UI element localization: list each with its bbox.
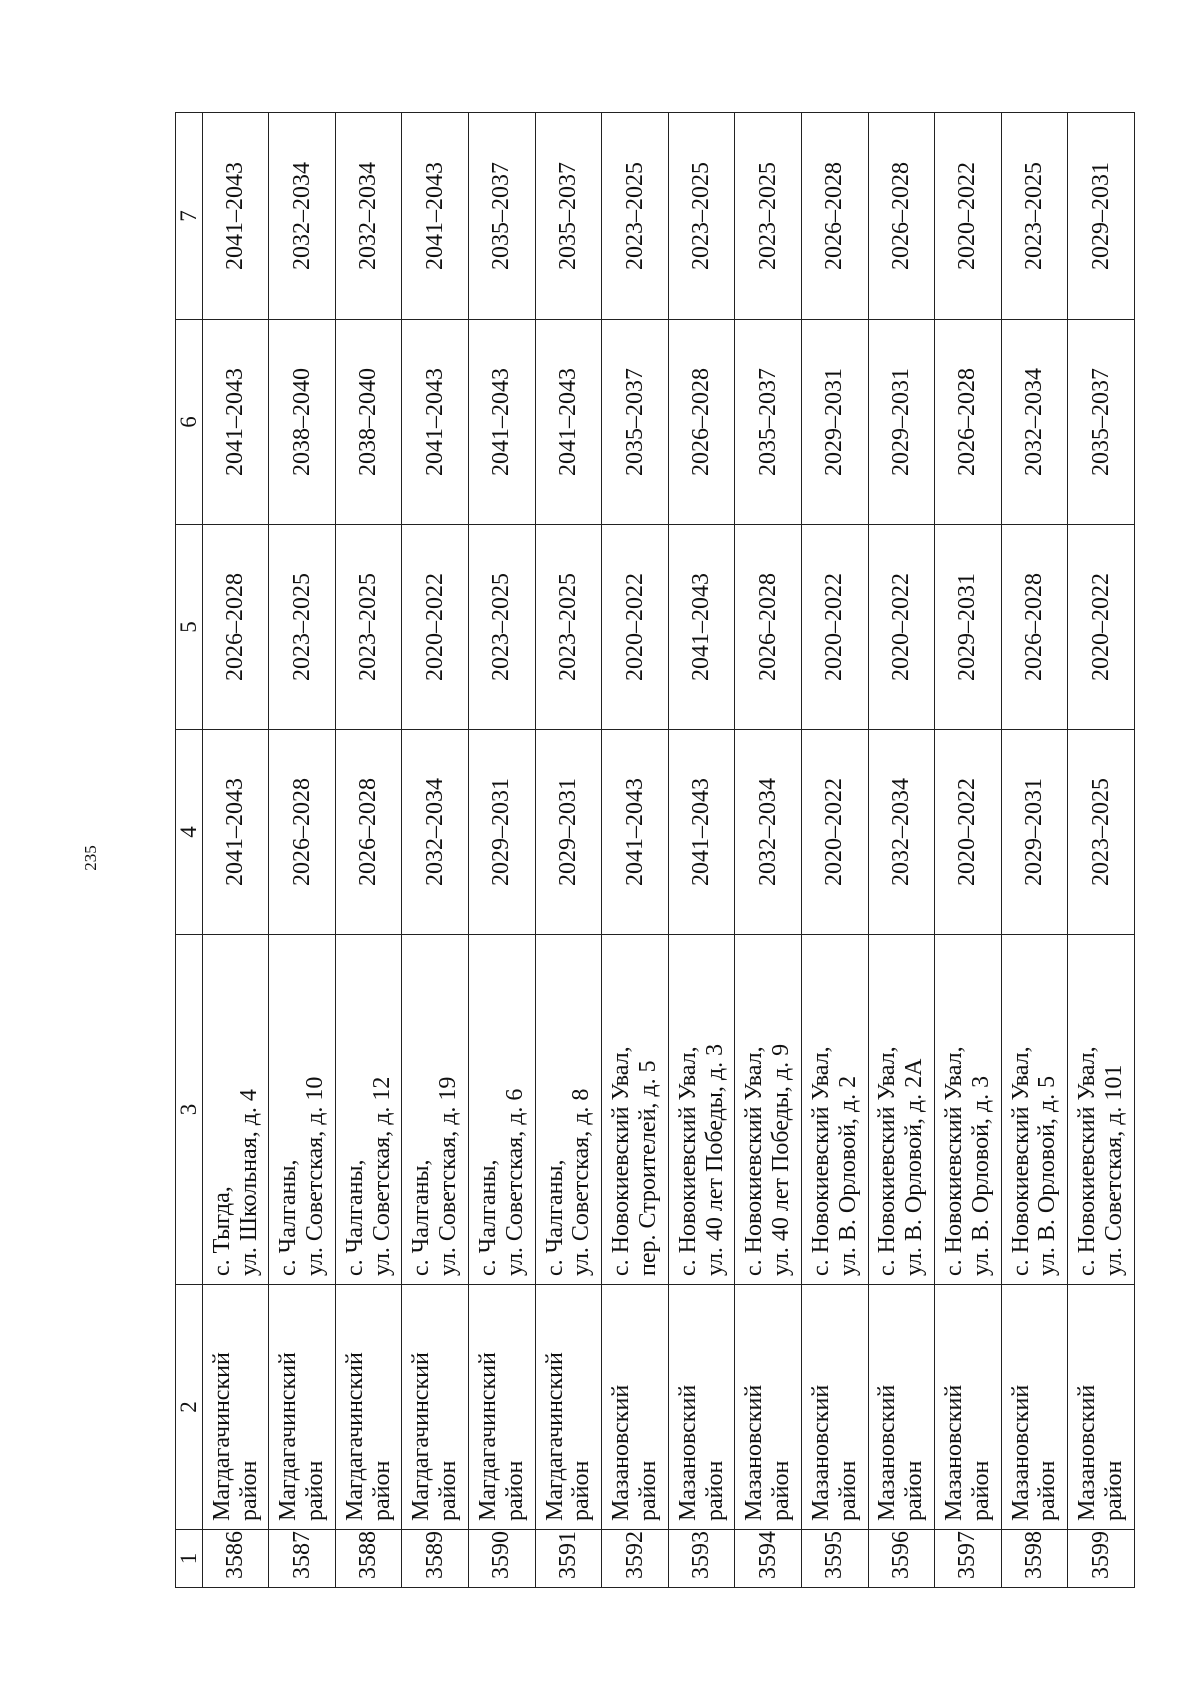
district-cell [1001,1285,1068,1530]
address-line: ул. В. Орловой, д. 2А [901,1058,928,1276]
district-line: район [568,1460,595,1521]
district-cell [335,1285,402,1530]
row-number: 3587 [269,1530,336,1588]
address-cell [801,935,868,1285]
district-line: Магдагачинский [408,1352,435,1521]
address-line: с. Тыгда, [208,1186,235,1276]
table-row [668,113,735,1588]
district-line: Магдагачинский [474,1352,501,1521]
period-cell-c4: 2026–2028 [269,730,336,935]
period-cell-c4: 2029–2031 [535,730,602,935]
district-cell [269,1285,336,1530]
period-cell-c5: 2026–2028 [202,525,269,730]
address-cell [1001,935,1068,1285]
table-row [1001,113,1068,1588]
period-cell-c5: 2026–2028 [735,525,802,730]
address-line: с. Чалганы, [341,1159,368,1276]
address-line: с. Новокиевский Увал, [941,1046,968,1276]
period-cell-c4: 2020–2022 [801,730,868,935]
address-cell [935,935,1002,1285]
row-number: 3599 [1068,1530,1135,1588]
period-cell-c4: 2020–2022 [935,730,1002,935]
table-row [935,113,1002,1588]
period-cell-c6: 2035–2037 [602,320,669,525]
district-line: район [435,1460,462,1521]
table-row [202,113,269,1588]
period-cell-c5: 2026–2028 [1001,525,1068,730]
row-number: 3593 [668,1530,735,1588]
address-cell [202,935,269,1285]
district-line: Мазановский [807,1384,834,1521]
row-number: 3597 [935,1530,1002,1588]
column-header-4: 4 [176,730,203,935]
table-body [202,113,1134,1588]
period-cell-c7: 2032–2034 [335,113,402,320]
district-line: район [834,1460,861,1521]
period-cell-c7: 2041–2043 [202,113,269,320]
period-cell-c5: 2023–2025 [335,525,402,730]
address-cell [1068,935,1135,1285]
district-line: район [967,1460,994,1521]
table-row [735,113,802,1588]
district-line: район [768,1460,795,1521]
address-line: ул. Советская, д. 12 [368,1076,395,1276]
period-cell-c7: 2026–2028 [801,113,868,320]
row-number: 3586 [202,1530,269,1588]
period-cell-c6: 2035–2037 [735,320,802,525]
row-number: 3595 [801,1530,868,1588]
row-number: 3598 [1001,1530,1068,1588]
period-cell-c6: 2029–2031 [801,320,868,525]
period-cell-c6: 2038–2040 [269,320,336,525]
district-cell [935,1285,1002,1530]
address-line: ул. Советская, д. 6 [501,1088,528,1276]
address-line: с. Новокиевский Увал, [807,1046,834,1276]
district-cell [602,1285,669,1530]
period-cell-c6: 2041–2043 [469,320,536,525]
address-cell [335,935,402,1285]
address-line: с. Новокиевский Увал, [608,1046,635,1276]
period-cell-c7: 2041–2043 [402,113,469,320]
district-line: район [235,1460,262,1521]
table-row [269,113,336,1588]
period-cell-c6: 2029–2031 [868,320,935,525]
district-line: район [368,1460,395,1521]
period-cell-c7: 2035–2037 [535,113,602,320]
district-line: район [901,1460,928,1521]
address-line: пер. Строителей, д. 5 [635,1060,661,1276]
period-cell-c4: 2023–2025 [1068,730,1135,935]
row-number: 3591 [535,1530,602,1588]
row-number: 3588 [335,1530,402,1588]
address-cell [535,935,602,1285]
column-header-2: 2 [176,1285,203,1530]
period-cell-c4: 2032–2034 [735,730,802,935]
district-line: Мазановский [608,1384,635,1521]
period-cell-c4: 2041–2043 [602,730,669,935]
period-cell-c5: 2023–2025 [469,525,536,730]
district-cell [469,1285,536,1530]
period-cell-c6: 2032–2034 [1001,320,1068,525]
period-cell-c7: 2026–2028 [868,113,935,320]
address-line: ул. В. Орловой, д. 2 [834,1075,861,1276]
address-cell [868,935,935,1285]
table-row [402,113,469,1588]
address-cell [269,935,336,1285]
address-line: ул. Советская, д. 101 [1101,1064,1128,1276]
district-cell [868,1285,935,1530]
district-line: район [1034,1460,1061,1521]
table-row [602,113,669,1588]
address-line: с. Чалганы, [275,1159,302,1276]
period-cell-c5: 2020–2022 [868,525,935,730]
period-cell-c6: 2038–2040 [335,320,402,525]
district-line: район [701,1460,728,1521]
address-line: с. Чалганы, [408,1159,435,1276]
period-cell-c7: 2035–2037 [469,113,536,320]
district-cell [202,1285,269,1530]
address-line: с. Новокиевский Увал, [1007,1046,1034,1276]
period-cell-c4: 2029–2031 [1001,730,1068,935]
column-header-5: 5 [176,525,203,730]
period-cell-c4: 2032–2034 [402,730,469,935]
period-cell-c4: 2026–2028 [335,730,402,935]
period-cell-c4: 2029–2031 [469,730,536,935]
period-cell-c5: 2020–2022 [402,525,469,730]
period-cell-c6: 2041–2043 [535,320,602,525]
address-line: с. Новокиевский Увал, [741,1046,768,1276]
period-cell-c5: 2029–2031 [935,525,1002,730]
table-row [335,113,402,1588]
period-cell-c7: 2023–2025 [602,113,669,320]
address-line: с. Чалганы, [541,1159,568,1276]
table-row [801,113,868,1588]
district-cell [535,1285,602,1530]
address-line: ул. Советская, д. 8 [568,1088,595,1276]
district-line: район [1101,1460,1128,1521]
address-line: ул. В. Орловой, д. 5 [1034,1075,1061,1276]
address-line: ул. 40 лет Победы, д. 9 [768,1043,795,1276]
period-cell-c5: 2023–2025 [535,525,602,730]
address-line: с. Новокиевский Увал, [874,1046,901,1276]
row-number: 3590 [469,1530,536,1588]
column-header-1: 1 [176,1530,203,1588]
district-line: Магдагачинский [275,1352,302,1521]
address-line: с. Новокиевский Увал, [1074,1046,1101,1276]
period-cell-c5: 2020–2022 [801,525,868,730]
address-cell [735,935,802,1285]
address-line: ул. Советская, д. 10 [302,1076,329,1276]
period-cell-c7: 2032–2034 [269,113,336,320]
period-cell-c7: 2023–2025 [668,113,735,320]
address-line: ул. Советская, д. 19 [435,1076,462,1276]
address-cell [402,935,469,1285]
data-table [175,112,1135,1588]
period-cell-c4: 2032–2034 [868,730,935,935]
address-cell [668,935,735,1285]
district-line: Мазановский [674,1384,701,1521]
district-line: Магдагачинский [208,1352,235,1521]
table-row [1068,113,1135,1588]
district-cell [402,1285,469,1530]
district-cell [668,1285,735,1530]
district-cell [1068,1285,1135,1530]
column-header-6: 6 [176,320,203,525]
period-cell-c5: 2023–2025 [269,525,336,730]
district-line: район [302,1460,329,1521]
row-number: 3592 [602,1530,669,1588]
period-cell-c6: 2026–2028 [668,320,735,525]
period-cell-c7: 2023–2025 [735,113,802,320]
period-cell-c6: 2035–2037 [1068,320,1135,525]
table-row [535,113,602,1588]
address-line: ул. Школьная, д. 4 [235,1089,262,1276]
district-line: Магдагачинский [541,1352,568,1521]
district-line: район [635,1460,661,1521]
address-cell [602,935,669,1285]
district-line: район [501,1460,528,1521]
row-number: 3596 [868,1530,935,1588]
period-cell-c6: 2041–2043 [402,320,469,525]
district-line: Мазановский [1007,1384,1034,1521]
row-number: 3594 [735,1530,802,1588]
period-cell-c4: 2041–2043 [202,730,269,935]
address-line: ул. 40 лет Победы, д. 3 [701,1043,728,1276]
rotated-table-wrapper [175,113,1135,1588]
period-cell-c5: 2020–2022 [602,525,669,730]
column-header-3: 3 [176,935,203,1285]
district-line: Магдагачинский [341,1352,368,1521]
period-cell-c5: 2041–2043 [668,525,735,730]
district-cell [801,1285,868,1530]
period-cell-c7: 2029–2031 [1068,113,1135,320]
district-line: Мазановский [941,1384,968,1521]
district-cell [735,1285,802,1530]
row-number: 3589 [402,1530,469,1588]
table-row [469,113,536,1588]
address-cell [469,935,536,1285]
district-line: Мазановский [741,1384,768,1521]
period-cell-c4: 2041–2043 [668,730,735,935]
header-row [176,113,203,1588]
period-cell-c6: 2041–2043 [202,320,269,525]
period-cell-c7: 2020–2022 [935,113,1002,320]
district-line: Мазановский [874,1384,901,1521]
column-header-7: 7 [176,113,203,320]
page-number: 235 [81,845,100,871]
period-cell-c6: 2026–2028 [935,320,1002,525]
address-line: ул. В. Орловой, д. 3 [967,1075,994,1276]
district-line: Мазановский [1074,1384,1101,1521]
address-line: с. Новокиевский Увал, [674,1046,701,1276]
period-cell-c7: 2023–2025 [1001,113,1068,320]
address-line: с. Чалганы, [474,1159,501,1276]
table-row [868,113,935,1588]
period-cell-c5: 2020–2022 [1068,525,1135,730]
